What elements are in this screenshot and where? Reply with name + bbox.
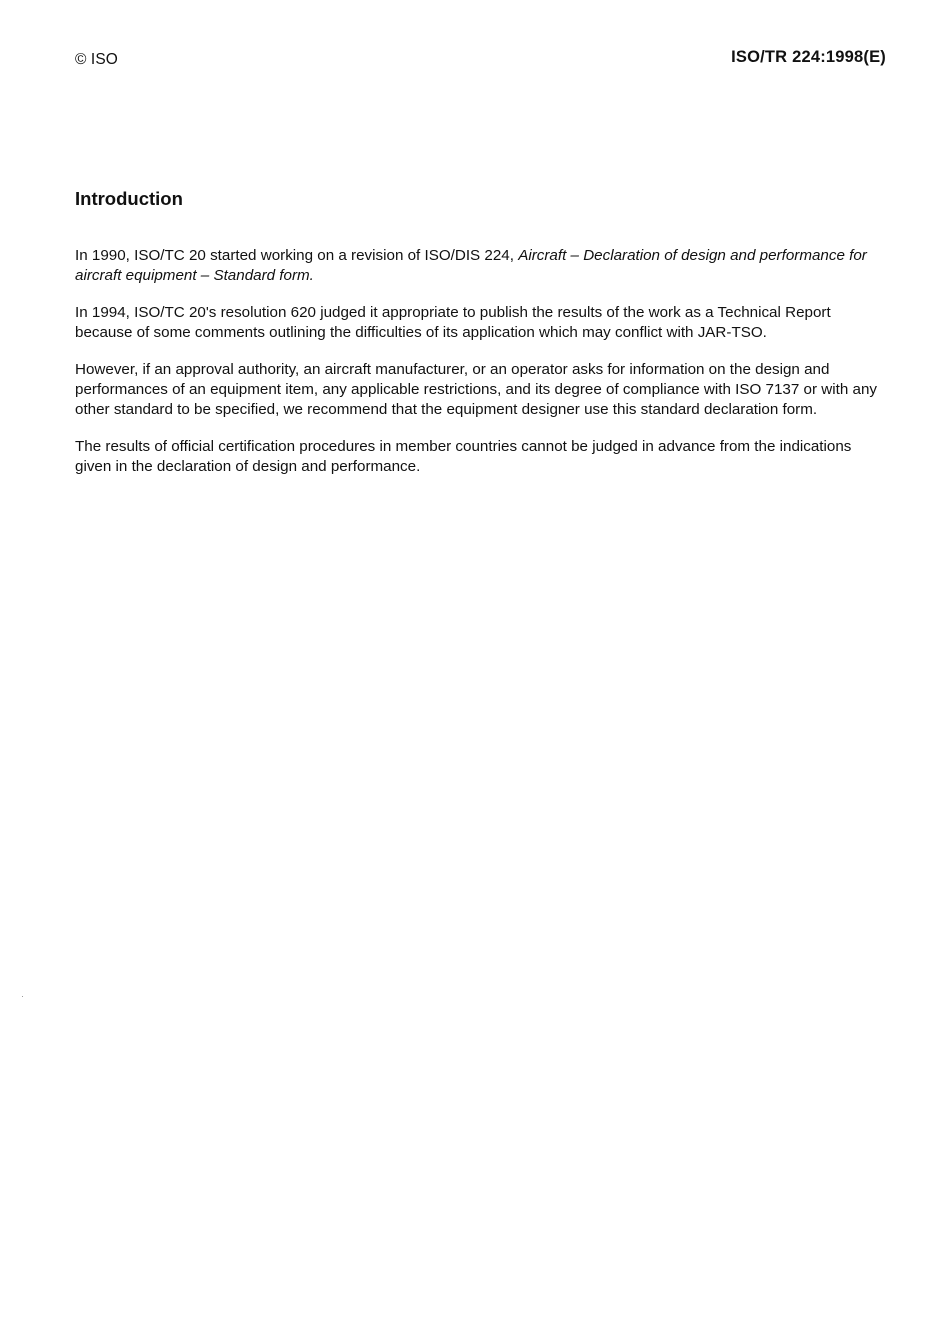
paragraph-3: However, if an approval authority, an aircraft manufacturer, or an operator asks for information on the design and performances of an equipment item, any applicable restrictions, and its degree of compliance with ISO 7137 or with any other standard to be specified, we recommend that the equipment designer use this standard declaration form. [75,361,877,418]
body-text [75,246,890,494]
scan-speck [22,996,23,997]
paragraph-4: The results of official certification procedures in member countries cannot be judged in advance from the indications given in the declaration of design and performance. [75,438,852,475]
paragraph-1 [75,246,890,286]
copyright-header: © ISO [75,51,118,68]
paragraph-2: In 1994, ISO/TC 20's resolution 620 judged it appropriate to publish the results of the work as a Technical Report because of some comments outlining the difficulties of its application which may conflict with JAR-TSO. [75,304,831,341]
paragraph-1-italic-title: Aircraft – Declaration of design and performance for aircraft equipment – Standard form. [75,247,867,284]
section-title: Introduction [75,188,183,209]
document-number-header: ISO/TR 224:1998(E) [731,48,886,66]
paragraph-1-text: In 1990, ISO/TC 20 started working on a revision of ISO/DIS 224, [75,247,519,264]
